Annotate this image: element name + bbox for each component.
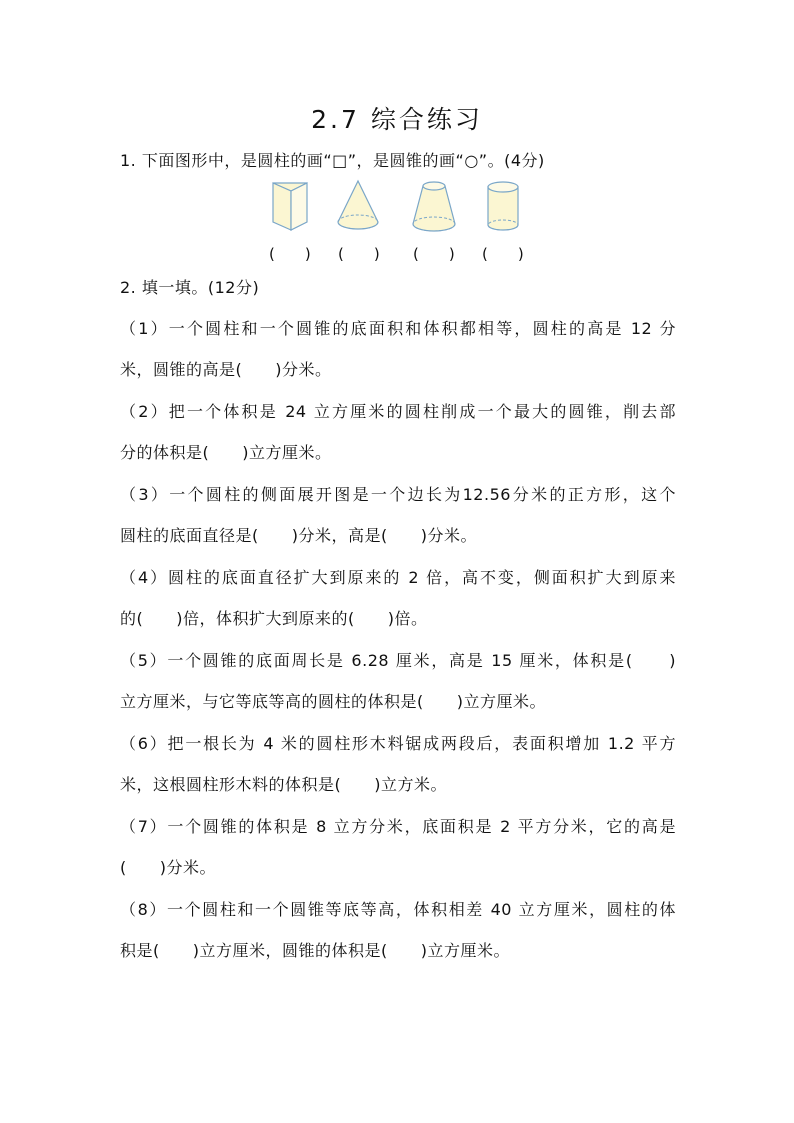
q2-item-7-line-2: ( )分米。 — [120, 858, 216, 877]
answer-blank-4[interactable]: ( ) — [482, 245, 524, 263]
q2-item-3-line-1: （3）一个圆柱的侧面展开图是一个边长为12.56分米的正方形，这个 — [120, 485, 676, 504]
question-2-prompt: 2. 填一填。(12分) — [120, 278, 260, 297]
question-1-prompt: 1. 下面图形中，是圆柱的画“□”，是圆锥的画“○”。(4分) — [120, 151, 545, 170]
q2-item-5-line-2: 立方厘米，与它等底等高的圆柱的体积是( )立方厘米。 — [120, 692, 546, 711]
answer-blank-2[interactable]: ( ) — [338, 245, 380, 263]
q2-item-6-line-2: 米，这根圆柱形木料的体积是( )立方米。 — [120, 775, 447, 794]
question-1-shapes — [265, 178, 535, 238]
q2-item-4-line-2: 的( )倍，体积扩大到原来的( )倍。 — [120, 609, 428, 628]
q2-item-5-line-1: （5）一个圆锥的底面周长是 6.28 厘米，高是 15 厘米，体积是( ) — [120, 651, 676, 670]
q2-item-1-line-2: 米，圆锥的高是( )分米。 — [120, 360, 332, 379]
q2-item-6-line-1: （6）把一根长为 4 米的圆柱形木料锯成两段后，表面积增加 1.2 平方 — [120, 734, 676, 753]
q2-item-8-line-1: （8）一个圆柱和一个圆锥等底等高，体积相差 40 立方厘米，圆柱的体 — [120, 900, 676, 919]
answer-blank-3[interactable]: ( ) — [413, 245, 455, 263]
page-title: 2.7 综合练习 — [311, 105, 483, 134]
q2-item-2-line-2: 分的体积是( )立方厘米。 — [120, 443, 332, 462]
q2-item-2-line-1: （2）把一个体积是 24 立方厘米的圆柱削成一个最大的圆锥，削去部 — [120, 402, 676, 421]
cone-icon — [335, 178, 381, 232]
q2-item-7-line-1: （7）一个圆锥的体积是 8 立方分米，底面积是 2 平方分米，它的高是 — [120, 817, 676, 836]
q2-item-3-line-2: 圆柱的底面直径是( )分米，高是( )分米。 — [120, 526, 477, 545]
answer-blank-1[interactable]: ( ) — [269, 245, 311, 263]
frustum-icon — [410, 178, 458, 234]
q2-item-8-line-2: 积是( )立方厘米，圆锥的体积是( )立方厘米。 — [120, 941, 510, 960]
q2-item-4-line-1: （4）圆柱的底面直径扩大到原来的 2 倍，高不变，侧面积扩大到原来 — [120, 568, 676, 587]
q2-item-1-line-1: （1）一个圆柱和一个圆锥的底面积和体积都相等，圆柱的高是 12 分 — [120, 319, 676, 338]
cylinder-icon — [485, 178, 521, 234]
triangular-prism-icon — [270, 178, 310, 232]
